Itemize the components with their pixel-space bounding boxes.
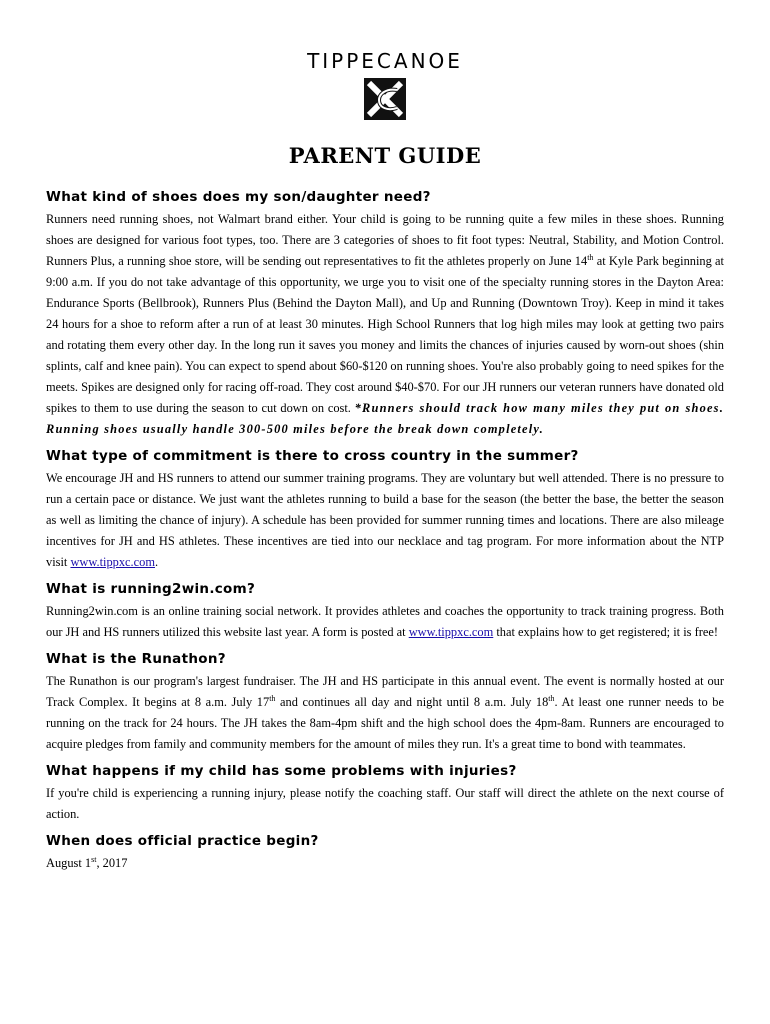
answer-runathon bbox=[46, 671, 724, 755]
superscript: th bbox=[548, 693, 555, 703]
superscript: st bbox=[91, 854, 97, 864]
answer-text: Running2win.com is an online training social network. It provides athletes and coaches the opportunity to track training progress. Both our JH and HS runners utilized this website last year. A form is posted at bbox=[46, 604, 724, 639]
answer-shoes bbox=[46, 209, 724, 440]
question-practice-start: When does official practice begin? bbox=[46, 833, 319, 849]
superscript: th bbox=[269, 693, 276, 703]
section-shoes bbox=[46, 188, 724, 440]
answer-text: . bbox=[155, 555, 159, 569]
answer-text: The Runathon is our program's largest fundraiser. The JH and HS participate in this annual event. The event is normally hosted at our Track Complex. It begins at 8 a.m. July 17 bbox=[46, 674, 724, 709]
answer-summer-commitment bbox=[46, 468, 724, 573]
section-practice-start bbox=[46, 832, 724, 874]
tippecanoe-xc-logo bbox=[364, 78, 406, 120]
answer-text: that explains how to get registered; it is free! bbox=[493, 625, 718, 639]
answer-injuries: If you're child is experiencing a running injury, please notify the coaching staff. Our staff will direct the athlete on the next course of action. bbox=[46, 786, 724, 821]
answer-text: at Kyle Park beginning at 9:00 a.m. If you do not take advantage of this opportunity, we urge you to visit one of the specialty running stores in the Dayton Area: Endurance Sports (Bellbrook), Runners Plus (Behind the Dayton Mall), and Up and Running (Downtown Troy). Keep in mind it takes 24 hours for a shoe to reform after a run of at least 30 minutes. High School Runners that log high miles may look at getting two pairs and rotating them every other day. In the long run it saves you money and limits the chances of injuries caused by worn-out shoes (shin splints, calf and knee pain). You can expect to spend about $60-$120 on running shoes. You're also probably going to need spikes for the meets. Spikes are designed only for racing off-road. They cost around $40-$70. For our JH runners our veteran runners have donated old spikes to them to use during the season to cut down on cost. bbox=[46, 254, 724, 415]
section-summer-commitment bbox=[46, 447, 724, 573]
answer-practice-start bbox=[46, 853, 724, 874]
superscript: th bbox=[587, 252, 594, 262]
section-runathon bbox=[46, 650, 724, 755]
answer-text: August 1 bbox=[46, 856, 92, 870]
section-running2win bbox=[46, 580, 724, 643]
question-running2win: What is running2win.com? bbox=[46, 581, 256, 597]
question-injuries: What happens if my child has some problems with injuries? bbox=[46, 763, 517, 779]
question-shoes: What kind of shoes does my son/daughter need? bbox=[46, 189, 431, 205]
tippxc-link[interactable]: www.tippxc.com bbox=[408, 625, 494, 639]
brand-name: TIPPECANOE bbox=[307, 49, 463, 73]
answer-running2win bbox=[46, 601, 724, 643]
tippxc-link[interactable]: www.tippxc.com bbox=[70, 555, 155, 569]
answer-text: and continues all day and night until 8 a.m. July 18 bbox=[275, 695, 549, 709]
answer-text: We encourage JH and HS runners to attend our summer training programs. They are voluntary but well attended. There is no pressure to run a certain pace or distance. We just want the athletes running to build a base for the season (the better the base, the better the season as well as limiting the chance of injury). A schedule has been provided for summer running times and locations. There are also mileage incentives for JH and HS athletes. These incentives are tied into our necklace and tag program. For more information about the NTP visit bbox=[46, 471, 724, 569]
answer-text: Runners need running shoes, not Walmart brand either. Your child is going to be running quite a few miles in these shoes. Running shoes are designed for various foot types, too. There are 3 categories of shoes to fit foot types: Neutral, Stability, and Motion Control. Runners Plus, a running shoe store, will be sending out representatives to fit the athletes properly on June 14 bbox=[46, 212, 724, 268]
question-runathon: What is the Runathon? bbox=[46, 651, 226, 667]
header bbox=[0, 50, 770, 120]
answer-text: , 2017 bbox=[96, 856, 128, 870]
question-summer-commitment: What type of commitment is there to cross country in the summer? bbox=[46, 448, 579, 464]
answer-text: . At least one runner needs to be running on the track for 24 hours. The JH takes the 8am-4pm shift and the high school does the 4pm-8am. Runners are encouraged to acquire pledges from family and community members for the amount of miles they run. It's a great time to bond with teammates. bbox=[46, 695, 724, 751]
page-title: PARENT GUIDE bbox=[288, 143, 482, 168]
section-injuries bbox=[46, 762, 724, 825]
guide-content bbox=[46, 188, 724, 881]
shoe-mileage-note: *Runners should track how many miles they put on shoes. Running shoes usually handle 300-500 miles before the break down completely. bbox=[46, 401, 724, 436]
